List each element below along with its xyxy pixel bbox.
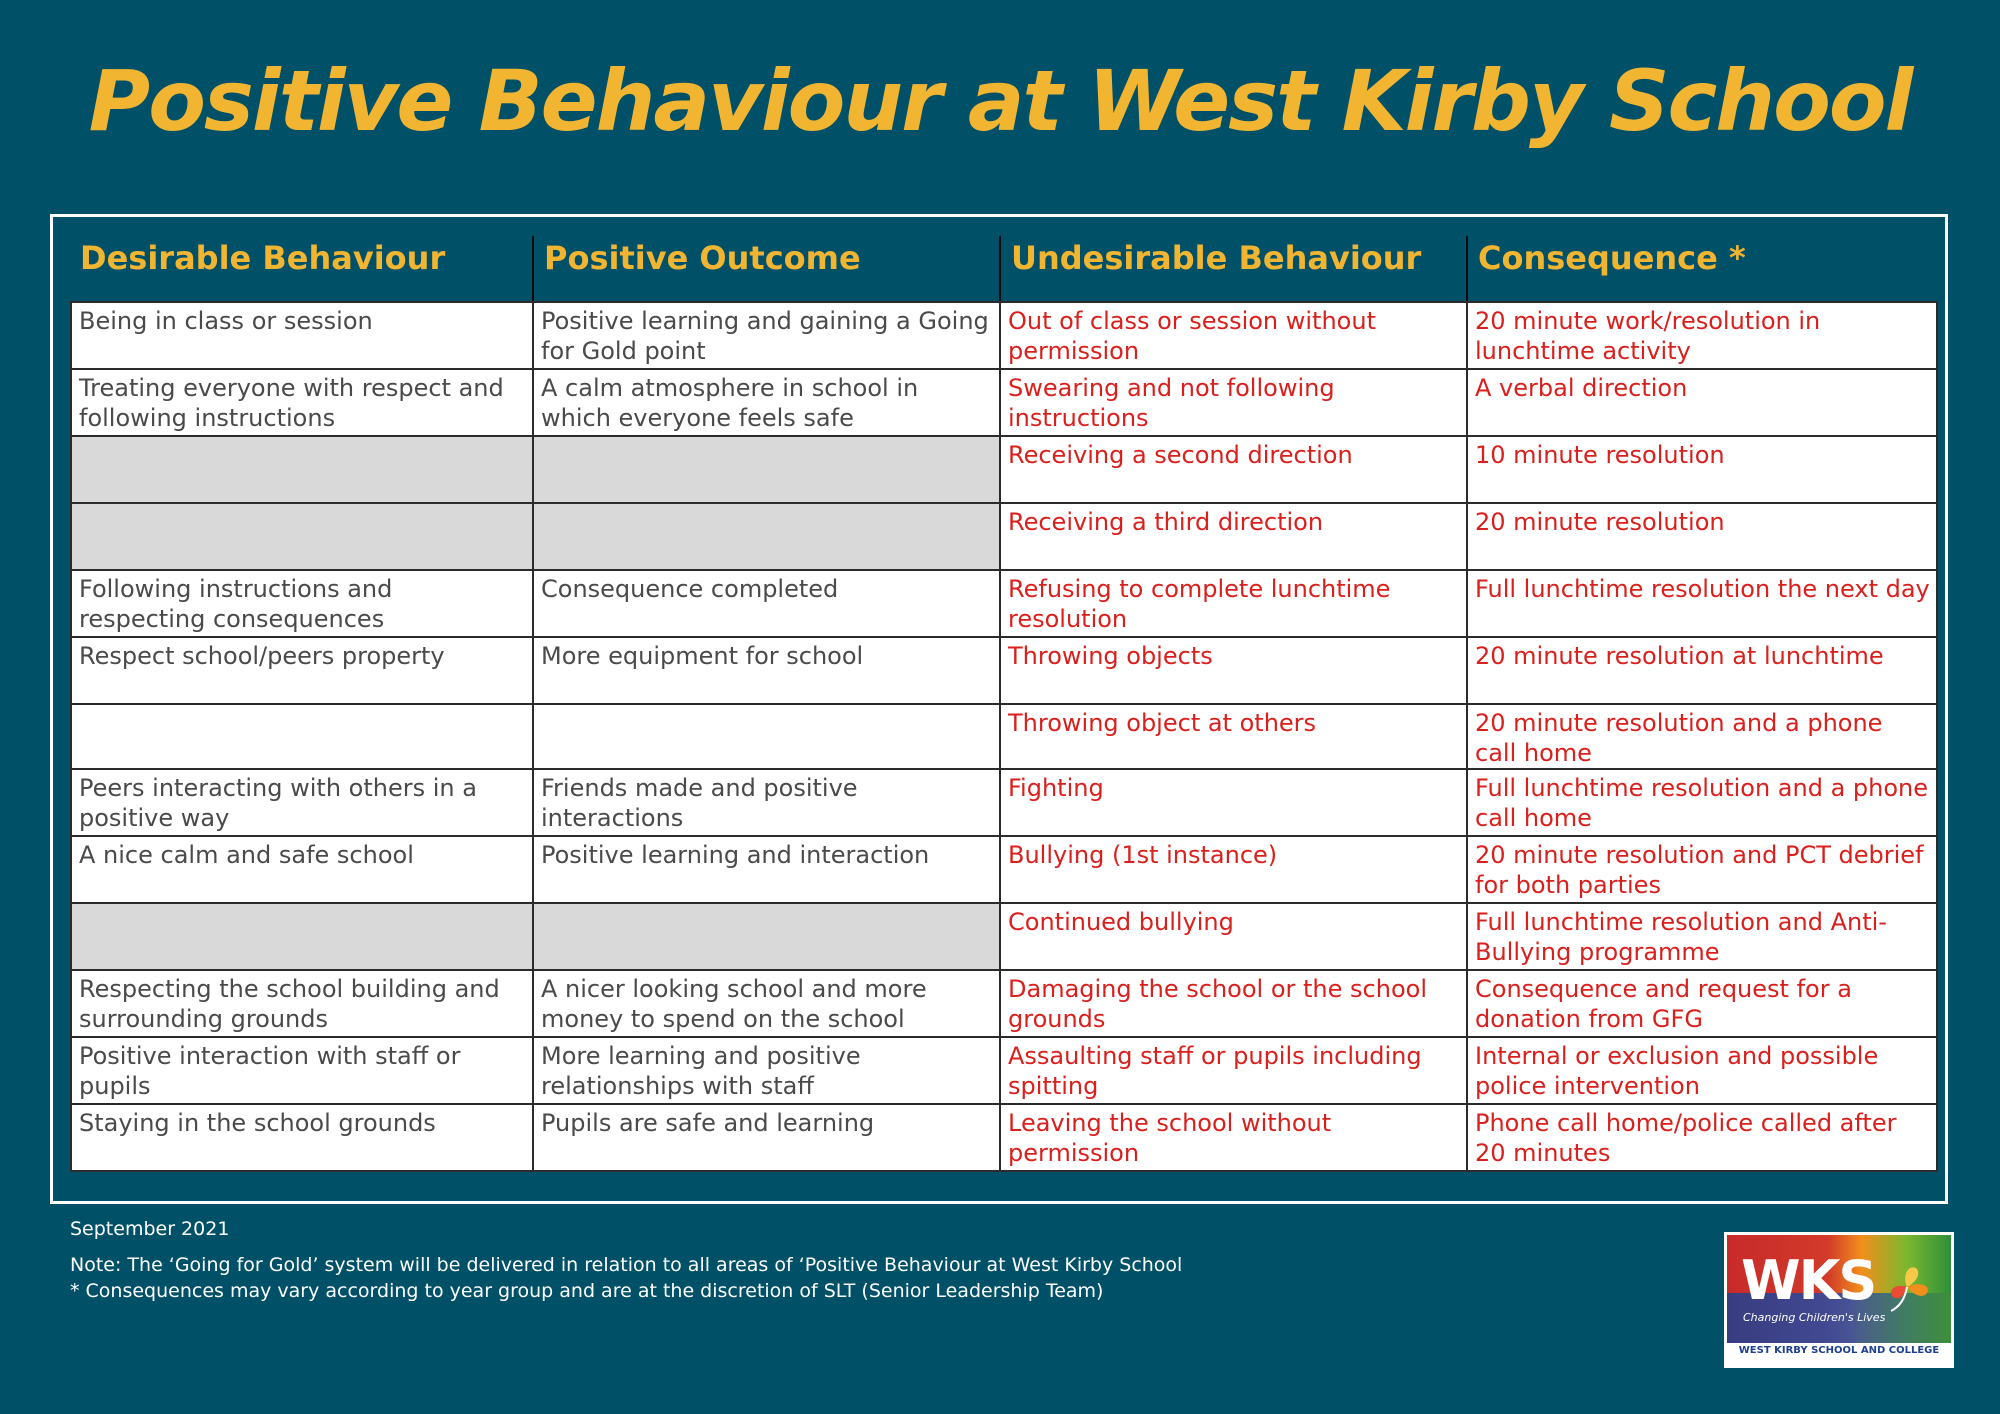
header-undesirable-behaviour: Undesirable Behaviour	[999, 236, 1466, 302]
logo-mark	[1727, 1235, 1951, 1343]
cell-desirable-behaviour: Treating everyone with respect and following instructions	[71, 369, 533, 436]
cell-desirable-behaviour: Staying in the school grounds	[71, 1104, 533, 1171]
cell-desirable-behaviour: Following instructions and respecting consequences	[71, 570, 533, 637]
cell-consequence: 20 minute resolution at lunchtime	[1467, 637, 1937, 704]
cell-positive-outcome	[533, 903, 1000, 970]
cell-consequence: Full lunchtime resolution the next day	[1467, 570, 1937, 637]
cell-desirable-behaviour: Positive interaction with staff or pupils	[71, 1037, 533, 1104]
cell-consequence: Full lunchtime resolution and Anti-Bullying programme	[1467, 903, 1937, 970]
cell-positive-outcome	[533, 704, 1000, 769]
cell-desirable-behaviour: Respecting the school building and surrounding grounds	[71, 970, 533, 1037]
logo-school-name: WEST KIRBY SCHOOL AND COLLEGE	[1738, 1345, 1940, 1356]
cell-undesirable-behaviour: Receiving a third direction	[1000, 503, 1467, 570]
cell-desirable-behaviour: Peers interacting with others in a positive way	[71, 769, 533, 836]
flower-icon	[1877, 1255, 1937, 1315]
footer-note-going-for-gold: Note: The ‘Going for Gold’ system will be delivered in relation to all areas of ‘Positive Behaviour at West Kirby School	[70, 1254, 1183, 1276]
cell-consequence: Full lunchtime resolution and a phone call home	[1467, 769, 1937, 836]
cell-undesirable-behaviour: Receiving a second direction	[1000, 436, 1467, 503]
cell-desirable-behaviour: Respect school/peers property	[71, 637, 533, 704]
table-row	[71, 1104, 1937, 1171]
footer-note-consequences: * Consequences may vary according to year group and are at the discretion of SLT (Senior Leadership Team)	[70, 1280, 1104, 1302]
table-row	[71, 436, 1937, 503]
footer-note	[70, 1252, 1182, 1304]
cell-undesirable-behaviour: Swearing and not following instructions	[1000, 369, 1467, 436]
cell-undesirable-behaviour: Refusing to complete lunchtime resolution	[1000, 570, 1467, 637]
cell-consequence: 20 minute resolution and PCT debrief for both parties	[1467, 836, 1937, 903]
header-positive-outcome: Positive Outcome	[532, 236, 999, 302]
header-consequence: Consequence *	[1466, 236, 1934, 302]
cell-positive-outcome: Positive learning and gaining a Going for Gold point	[533, 302, 1000, 369]
cell-consequence: Internal or exclusion and possible police intervention	[1467, 1037, 1937, 1104]
cell-consequence: 20 minute work/resolution in lunchtime activity	[1467, 302, 1937, 369]
cell-positive-outcome: More learning and positive relationships with staff	[533, 1037, 1000, 1104]
behaviour-table	[70, 301, 1938, 1172]
cell-undesirable-behaviour: Fighting	[1000, 769, 1467, 836]
cell-undesirable-behaviour: Damaging the school or the school grounds	[1000, 970, 1467, 1037]
cell-undesirable-behaviour: Bullying (1st instance)	[1000, 836, 1467, 903]
cell-consequence: 20 minute resolution and a phone call home	[1467, 704, 1937, 769]
cell-undesirable-behaviour: Leaving the school without permission	[1000, 1104, 1467, 1171]
school-logo	[1724, 1232, 1954, 1368]
footer-date: September 2021	[70, 1218, 230, 1240]
cell-desirable-behaviour	[71, 704, 533, 769]
cell-undesirable-behaviour: Out of class or session without permission	[1000, 302, 1467, 369]
table-row	[71, 369, 1937, 436]
cell-consequence: 20 minute resolution	[1467, 503, 1937, 570]
cell-positive-outcome: More equipment for school	[533, 637, 1000, 704]
table-row	[71, 503, 1937, 570]
table-row	[71, 769, 1937, 836]
table-row	[71, 1037, 1937, 1104]
table-row	[71, 637, 1937, 704]
table-row	[71, 570, 1937, 637]
cell-undesirable-behaviour: Assaulting staff or pupils including spitting	[1000, 1037, 1467, 1104]
header-desirable-behaviour: Desirable Behaviour	[80, 239, 446, 277]
table-row	[71, 903, 1937, 970]
cell-desirable-behaviour: A nice calm and safe school	[71, 836, 533, 903]
table-row	[71, 302, 1937, 369]
cell-positive-outcome: A nicer looking school and more money to spend on the school	[533, 970, 1000, 1037]
cell-positive-outcome: Consequence completed	[533, 570, 1000, 637]
cell-positive-outcome: Pupils are safe and learning	[533, 1104, 1000, 1171]
cell-consequence: Phone call home/police called after 20 minutes	[1467, 1104, 1937, 1171]
table-row	[71, 836, 1937, 903]
page-title: Positive Behaviour at West Kirby School	[88, 52, 1912, 150]
logo-initials: WKS	[1741, 1249, 1876, 1312]
cell-undesirable-behaviour: Throwing object at others	[1000, 704, 1467, 769]
cell-desirable-behaviour: Being in class or session	[71, 302, 533, 369]
cell-positive-outcome	[533, 436, 1000, 503]
behaviour-table-body	[71, 302, 1937, 1171]
cell-positive-outcome	[533, 503, 1000, 570]
cell-consequence: 10 minute resolution	[1467, 436, 1937, 503]
cell-positive-outcome: Friends made and positive interactions	[533, 769, 1000, 836]
logo-tagline: Changing Children's Lives	[1743, 1311, 1886, 1324]
cell-consequence: A verbal direction	[1467, 369, 1937, 436]
cell-positive-outcome: A calm atmosphere in school in which everyone feels safe	[533, 369, 1000, 436]
cell-positive-outcome: Positive learning and interaction	[533, 836, 1000, 903]
table-row	[71, 970, 1937, 1037]
cell-desirable-behaviour	[71, 903, 533, 970]
cell-consequence: Consequence and request for a donation from GFG	[1467, 970, 1937, 1037]
cell-desirable-behaviour	[71, 436, 533, 503]
table-header	[70, 236, 1934, 302]
cell-desirable-behaviour	[71, 503, 533, 570]
table-row	[71, 704, 1937, 769]
cell-undesirable-behaviour: Throwing objects	[1000, 637, 1467, 704]
cell-undesirable-behaviour: Continued bullying	[1000, 903, 1467, 970]
